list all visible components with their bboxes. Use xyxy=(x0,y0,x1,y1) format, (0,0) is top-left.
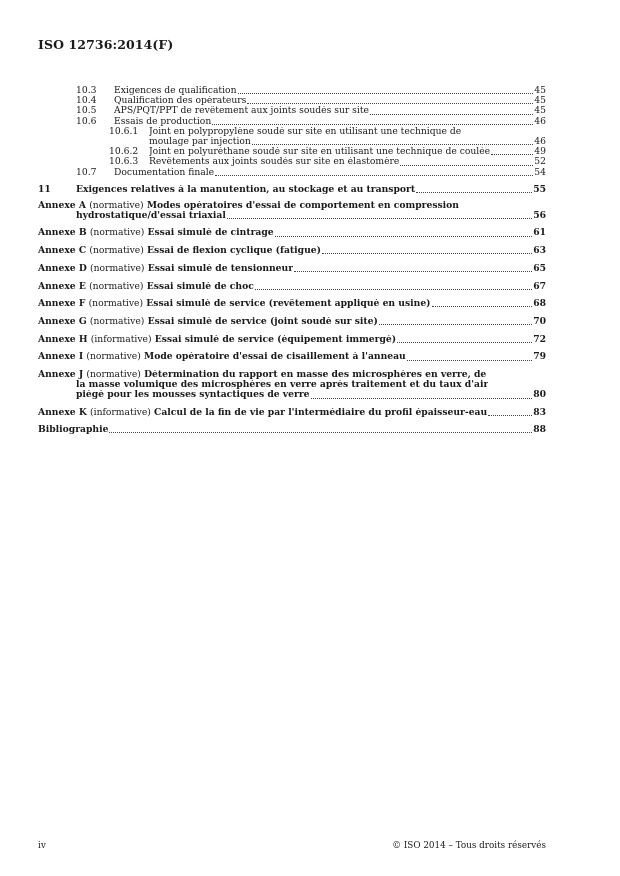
toc-annex-f[interactable] xyxy=(38,299,546,309)
toc-page: 61 xyxy=(533,227,546,239)
annex-label: Annexe I xyxy=(38,352,84,363)
toc-page: 45 xyxy=(534,105,546,117)
dot-leader xyxy=(247,103,533,104)
annex-label: Annexe E xyxy=(38,281,86,292)
toc-title: Qualification des opérateurs xyxy=(114,96,247,107)
toc-bibliography[interactable] xyxy=(38,425,546,435)
toc-number: 10.6.1 xyxy=(109,125,139,137)
dot-leader xyxy=(238,93,533,94)
toc-page: 54 xyxy=(534,166,546,178)
toc-title: Joint en polypropylène soudé sur site en utilisant une technique de xyxy=(149,126,462,137)
annex-title-continued: piégé pour les mousses syntactiques de verre xyxy=(76,390,310,401)
bibliography-title: Bibliographie xyxy=(38,424,109,435)
toc-number: 10.4 xyxy=(76,95,97,107)
toc-annex-a-line1[interactable] xyxy=(38,201,546,211)
annex-type: (informative) xyxy=(90,334,152,345)
dot-leader xyxy=(275,236,533,237)
annex-type: (normative) xyxy=(88,299,144,310)
toc-annex-j-line3[interactable] xyxy=(38,390,546,400)
annex-title: Détermination du rapport en masse des microsphères en verre, de xyxy=(144,370,487,381)
toc-page: 46 xyxy=(534,136,546,148)
toc-number: 10.3 xyxy=(76,85,97,96)
annex-label: Annexe F xyxy=(38,299,86,310)
toc-page: 70 xyxy=(533,315,546,327)
toc-title: Exigences relatives à la manutention, au stockage et au transport xyxy=(76,184,416,195)
dot-leader xyxy=(370,114,533,115)
toc-annex-j-line1[interactable] xyxy=(38,370,546,380)
annex-title: Essai simulé de service (joint soudé sur site) xyxy=(147,316,378,327)
page-number: iv xyxy=(38,841,46,851)
dot-leader xyxy=(397,342,532,343)
toc-number: 11 xyxy=(38,183,51,195)
annex-label: Annexe G xyxy=(38,316,87,327)
annex-type: (normative) xyxy=(89,228,145,239)
annex-label: Annexe C xyxy=(38,246,87,257)
dot-leader xyxy=(488,415,532,416)
toc-annex-a-line2[interactable] xyxy=(38,211,546,221)
dot-leader xyxy=(227,218,532,219)
dot-leader xyxy=(255,289,532,290)
toc-page: 79 xyxy=(533,351,546,363)
toc-title: Revêtements aux joints soudés sur site en élastomère xyxy=(149,157,400,168)
toc-page: 56 xyxy=(533,210,546,222)
toc-number: 10.6 xyxy=(76,115,97,127)
dot-leader xyxy=(432,306,533,307)
table-of-contents xyxy=(38,86,546,435)
toc-title-continued: moulage par injection xyxy=(149,137,251,148)
toc-number: 10.6.3 xyxy=(109,156,139,168)
annex-title: Essai simulé de tensionneur xyxy=(147,263,294,274)
toc-page: 88 xyxy=(533,423,546,435)
annex-label: Annexe A xyxy=(38,201,86,212)
dot-leader xyxy=(400,165,533,166)
annex-title: Essai de flexion cyclique (fatigue) xyxy=(147,246,321,257)
annex-type: (normative) xyxy=(86,370,141,381)
toc-page: 45 xyxy=(534,85,546,96)
annex-type: (normative) xyxy=(90,263,145,274)
toc-page: 45 xyxy=(534,95,546,107)
annex-title-continued: la masse volumique des microsphères en verre après traitement et du taux d'air xyxy=(76,380,489,391)
annex-label: Annexe B xyxy=(38,228,87,239)
toc-annex-i[interactable] xyxy=(38,352,546,362)
toc-page: 49 xyxy=(534,146,546,158)
dot-leader xyxy=(294,271,532,272)
toc-entry-10-6-1-line1[interactable] xyxy=(38,127,546,137)
annex-type: (normative) xyxy=(89,281,144,292)
dot-leader xyxy=(407,360,532,361)
toc-entry-11[interactable] xyxy=(38,185,546,195)
toc-number: 10.6.2 xyxy=(109,146,139,158)
toc-title: Essais de production xyxy=(114,116,212,127)
dot-leader xyxy=(379,324,532,325)
toc-title: Documentation finale xyxy=(114,167,215,178)
dot-leader xyxy=(322,253,532,254)
annex-label: Annexe K xyxy=(38,407,87,418)
annex-type: (normative) xyxy=(89,246,144,257)
toc-entry-10-3[interactable] xyxy=(38,86,546,96)
annex-title: Essai simulé de service (revêtement appliqué en usine) xyxy=(146,299,431,310)
dot-leader xyxy=(109,432,532,433)
annex-title: Essai simulé de cintrage xyxy=(147,228,274,239)
annex-label: Annexe D xyxy=(38,263,87,274)
dot-leader xyxy=(252,144,533,145)
toc-number: 10.5 xyxy=(76,105,97,117)
dot-leader xyxy=(416,192,532,193)
annex-label: Annexe H xyxy=(38,334,88,345)
annex-type: (normative) xyxy=(86,352,141,363)
toc-page: 80 xyxy=(533,389,546,401)
annex-title: Calcul de la fin de vie par l'intermédiaire du profil épaisseur-eau xyxy=(154,407,488,418)
toc-annex-e[interactable] xyxy=(38,282,546,292)
document-id-header: ISO 12736:2014(F) xyxy=(38,37,174,52)
toc-annex-k[interactable] xyxy=(38,408,546,418)
toc-page: 67 xyxy=(533,280,546,292)
dot-leader xyxy=(215,175,533,176)
toc-page: 83 xyxy=(533,406,546,418)
toc-page: 65 xyxy=(533,262,546,274)
toc-title: Exigences de qualification xyxy=(114,86,237,96)
dot-leader xyxy=(311,398,533,399)
toc-page: 52 xyxy=(534,156,546,168)
toc-title: Joint en polyuréthane soudé sur site en utilisant une technique de coulée xyxy=(149,147,491,158)
toc-number: 10.7 xyxy=(76,166,97,178)
toc-page: 55 xyxy=(533,183,546,195)
annex-title: Essai simulé de service (équipement immergé) xyxy=(154,334,397,345)
toc-entry-10-4[interactable] xyxy=(38,96,546,106)
copyright-notice: © ISO 2014 – Tous droits réservés xyxy=(392,841,546,851)
toc-page: 63 xyxy=(533,245,546,257)
toc-page: 68 xyxy=(533,298,546,310)
toc-page: 46 xyxy=(534,115,546,127)
dot-leader xyxy=(491,154,533,155)
annex-title: Essai simulé de choc xyxy=(146,281,254,292)
annex-title: Modes opératoires d'essai de comportement en compression xyxy=(146,201,459,212)
toc-entry-10-7[interactable] xyxy=(38,168,546,178)
toc-annex-d[interactable] xyxy=(38,264,546,274)
toc-annex-j-line2[interactable] xyxy=(38,380,546,390)
toc-annex-c[interactable] xyxy=(38,246,546,256)
annex-type: (normative) xyxy=(89,201,144,212)
toc-annex-g[interactable] xyxy=(38,317,546,327)
toc-entry-10-6-3[interactable] xyxy=(38,157,546,167)
toc-annex-h[interactable] xyxy=(38,335,546,345)
dot-leader xyxy=(212,124,533,125)
toc-annex-b[interactable] xyxy=(38,228,546,238)
annex-label: Annexe J xyxy=(38,370,84,381)
annex-title-continued: hydrostatique/d'essai triaxial xyxy=(76,211,226,222)
toc-page: 72 xyxy=(533,333,546,345)
toc-title: APS/PQT/PPT de revêtement aux joints soudés sur site xyxy=(114,106,369,117)
annex-type: (normative) xyxy=(89,316,145,327)
annex-type: (informative) xyxy=(90,407,151,418)
toc-entry-10-5[interactable] xyxy=(38,106,546,116)
annex-title: Mode opératoire d'essai de cisaillement à l'anneau xyxy=(144,352,406,363)
